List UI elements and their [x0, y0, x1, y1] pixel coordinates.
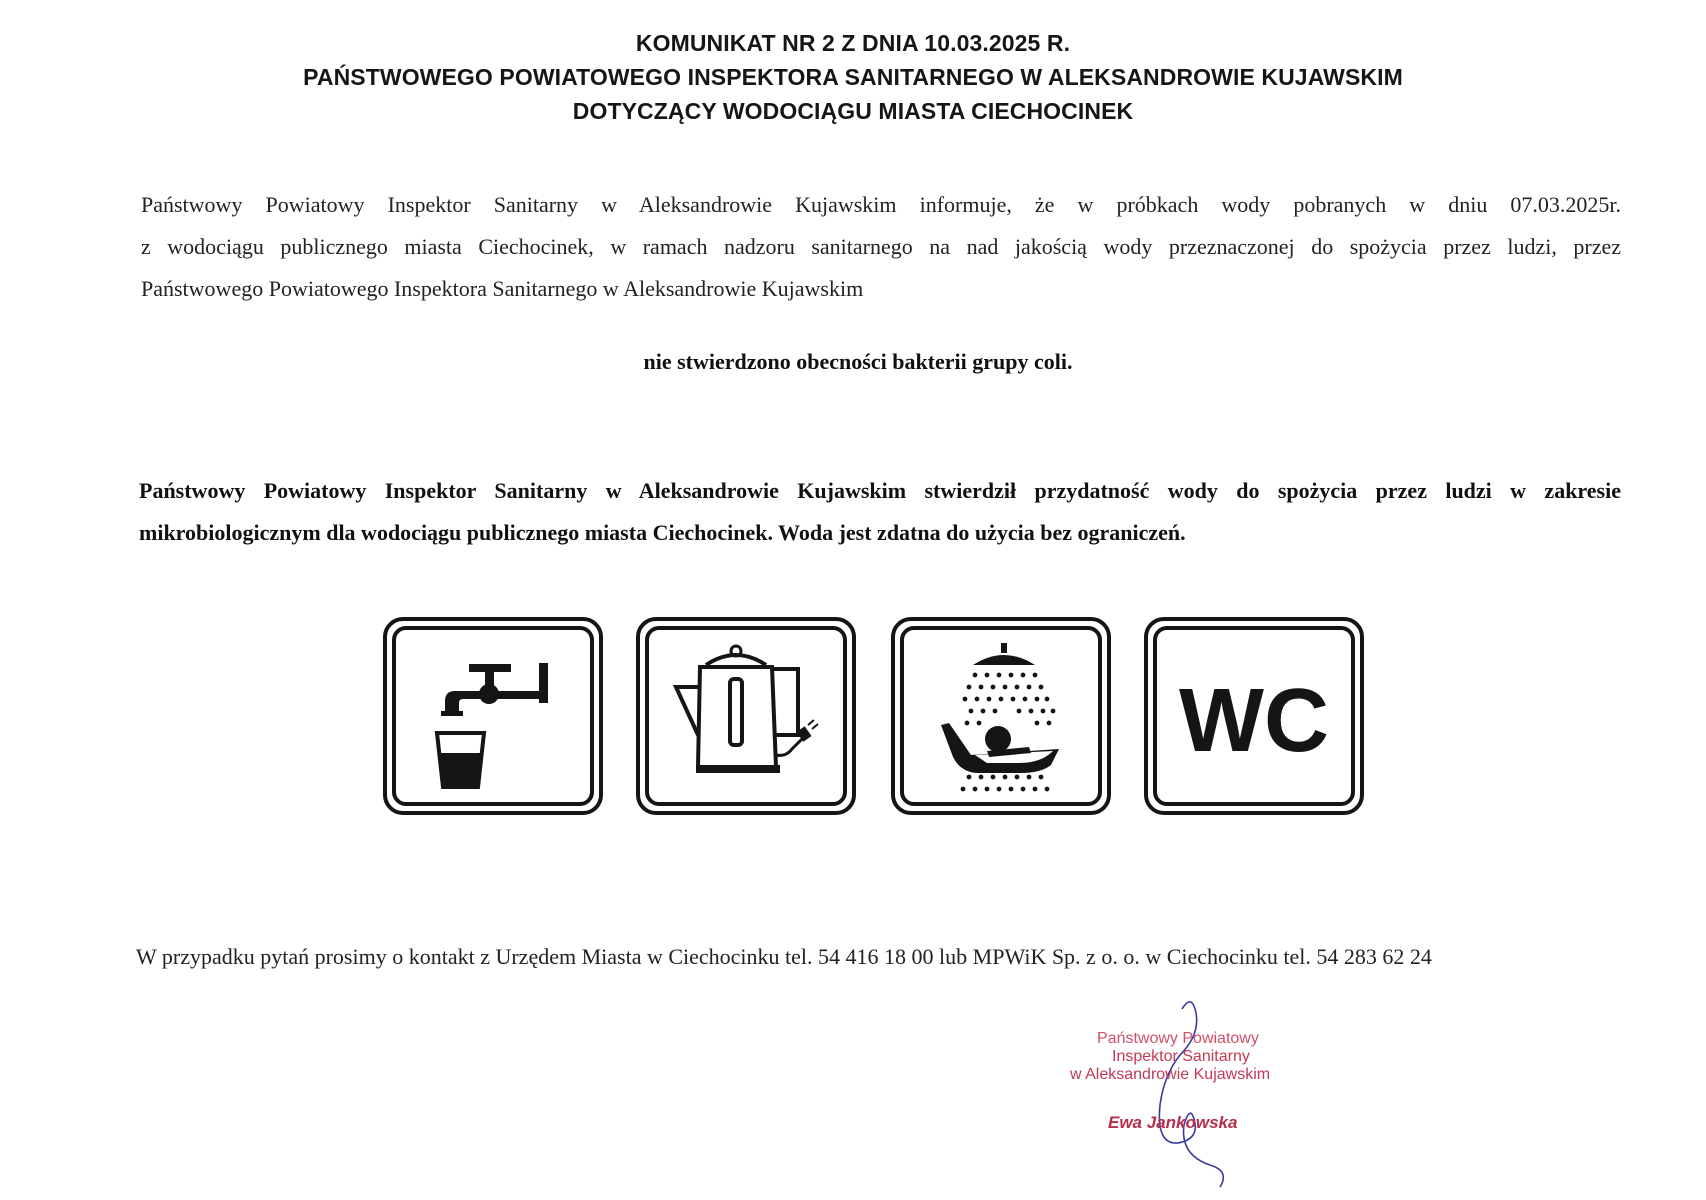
- header-title: KOMUNIKAT NR 2 Z DNIA 10.03.2025 R.: [635, 30, 1071, 56]
- bathing-shower-icon: [891, 617, 1111, 815]
- stamp-line: w Aleksandrowie Kujawskim: [1070, 1066, 1271, 1083]
- contact-information: W przypadku pytań prosimy o kontakt z Urzędem Miasta w Ciechocinku tel. 54 416 18 00 lub MPWiK Sp. z o. o. w Ciechocinku tel. 54 283 62 24: [136, 944, 1432, 969]
- document-header: [0, 26, 1706, 128]
- paragraph-line: Państwowy Powiatowy Inspektor Sanitarny w Aleksandrowie Kujawskim informuje, że w próbkach wody pobranych w dniu 07.03.2025r.: [141, 192, 1621, 217]
- handwritten-signature: [1120, 995, 1240, 1200]
- paragraph-line: Państwowego Powiatowego Inspektora Sanitarnego w Aleksandrowie Kujawskim: [141, 276, 864, 301]
- wc-label: WC: [1179, 671, 1329, 771]
- test-result-statement: nie stwierdzono obecności bakterii grupy coli.: [643, 349, 1073, 374]
- electric-kettle-icon: [636, 617, 856, 815]
- header-authority: PAŃSTWOWEGO POWIATOWEGO INSPEKTORA SANITARNEGO W ALEKSANDROWIE KUJAWSKIM: [303, 64, 1403, 90]
- header-subject: DOTYCZĄCY WODOCIĄGU MIASTA CIECHOCINEK: [572, 98, 1134, 124]
- stamp-line: Państwowy Powiatowy: [1097, 1030, 1259, 1047]
- wc-icon: [1144, 617, 1364, 815]
- stamp-signatory-name: Ewa Jankowska: [1108, 1113, 1238, 1132]
- stamp-line: Inspektor Sanitarny: [1112, 1048, 1250, 1065]
- drinking-water-tap-icon: [383, 617, 603, 815]
- paragraph-line: mikrobiologicznym dla wodociągu publicznego miasta Ciechocinek. Woda jest zdatna do użycia bez ograniczeń.: [139, 520, 1186, 545]
- paragraph-line: z wodociągu publicznego miasta Ciechocinek, w ramach nadzoru sanitarnego na nad jakością wody przeznaczonej do spożycia przez ludzi, przez: [141, 234, 1621, 259]
- paragraph-line: Państwowy Powiatowy Inspektor Sanitarny w Aleksandrowie Kujawskim stwierdził przydatność wody do spożycia przez ludzi w zakresie: [139, 478, 1621, 503]
